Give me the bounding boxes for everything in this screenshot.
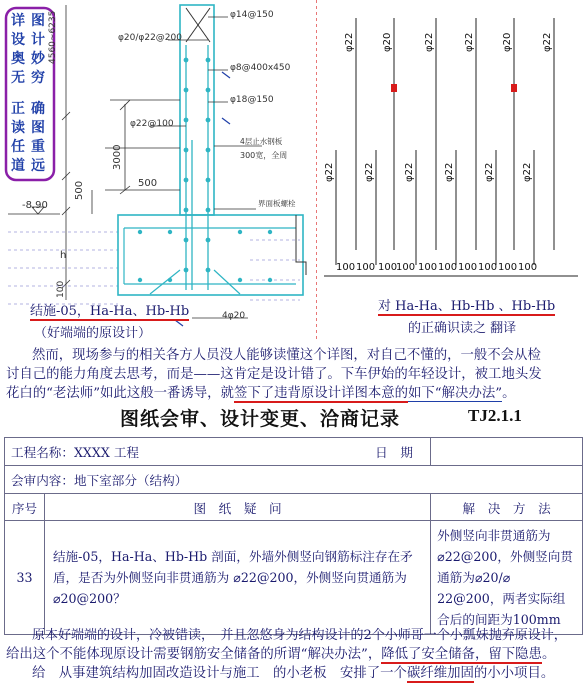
record-title: 图纸会审、设计变更、洽商记录 [120,408,401,430]
paragraph-line [6,645,581,664]
note-char: 正 [11,101,25,117]
note-char: 远 [31,158,45,174]
paragraph-text: 花白的“老法师”如此这般一番诱导，就 [6,386,234,401]
rebar-label: 界面板螺栓 [258,199,296,208]
note-char: 妙 [31,51,45,67]
spacing-dim: 100 [498,262,518,273]
bar-label: φ22 [484,162,495,182]
paragraph-line [6,384,581,403]
review-content-cell [5,466,583,494]
paragraph-line: 然而，现场参与的相关各方人员没人能够读懂这个详图，对自己不懂的，一般不会从检 [32,348,541,363]
dim-label: 4560~6235 [48,10,58,64]
row-question: 结施-05，Ha-Ha、Hb-Hb 剖面，外墙外侧竖向钢筋标注存在矛盾，是否为外侧竖向非贯通筋为 ⌀22@200，外侧竖向贯通筋为⌀20@200？ [44,521,430,635]
sidebar-note [9,12,53,180]
dim-label: 500 [138,178,158,189]
spacing-dim: 100 [336,262,356,273]
record-code: TJ2.1.1 [468,406,522,425]
rebar-label: φ20/φ22@200 [118,33,182,43]
record-table [4,437,583,635]
header-solution: 解 决 方 法 [431,494,583,521]
bar-label: φ22 [364,162,375,182]
review-content: 会审内容：地下室部分（结构） [11,473,188,488]
spacing-dim: 100 [418,262,438,273]
date-label: 日 期 [375,445,413,460]
paragraph-line: 讨自己的能力角度去思考，而是——这肯定是设计错了。下车伊始的年轻设计，被工地头发 [6,367,542,382]
note-char: 无 [11,70,25,86]
paragraph-text: 的小小项目。 [473,666,555,681]
bar-label: φ22 [444,162,455,182]
note-char: 奥 [11,51,25,67]
note-char: 确 [31,101,45,117]
table-header-row [5,494,583,521]
spacing-dim: 100 [378,262,398,273]
rebar-label: φ18@150 [230,95,274,105]
header-question: 图 纸 疑 问 [44,494,430,521]
highlighted-phrase: 降低了安全储备，留下隐患 [381,647,542,662]
note-char: 详 [11,13,25,29]
note-char: 图 [31,120,45,136]
note-char: 穷 [31,70,45,86]
note-char: 重 [31,139,45,155]
highlighted-phrase: 签下了违背原设计详图本意的 [233,386,409,401]
paragraph-line [6,664,581,683]
left-caption-subtitle: （好端端的原设计） [34,326,152,341]
header-no: 序号 [5,494,45,521]
date-cell [375,438,583,466]
rebar-label: 4层止水钢板 [240,137,283,146]
right-caption-title: 对 Ha-Ha、Hb-Hb 、Hb-Hb [378,295,555,316]
note-char: 设 [11,32,25,48]
dim-label: h [60,250,67,261]
rebar-label: 300宽，全周 [240,151,288,160]
highlighted-phrase: 碳纤维加固 [406,666,474,681]
bar-label: φ20 [382,32,393,52]
spacing-dim: 100 [518,262,538,273]
row-answer: 外侧竖向非贯通筋为⌀22@200，外侧竖向贯通筋为⌀20/⌀ 22@200，两者实际组合后的间距为100mm [431,521,583,635]
table-row [5,438,583,466]
paragraph-commentary-1 [6,346,581,403]
spacing-dim: 100 [458,262,478,273]
rebar-label: φ22@100 [130,119,174,129]
note-char: 读 [11,120,25,136]
table-row [5,466,583,494]
note-char: 图 [31,13,45,29]
bar-label: φ22 [404,162,415,182]
note-char: 任 [11,139,25,155]
spacing-dim: 100 [396,262,416,273]
left-caption-title: 结施-05，Ha-Ha、Hb-Hb [30,300,189,321]
note-char: 道 [11,158,25,174]
bar-label: φ22 [344,32,355,52]
paragraph-commentary-2 [6,626,581,683]
rebar-label: 4φ20 [222,311,246,321]
project-name-cell [5,438,431,466]
dim-label: 500 [74,180,85,200]
paragraph-text: 。 [502,386,516,401]
record-title-bar [0,404,587,434]
table-row [5,521,583,635]
bar-label: φ22 [324,162,335,182]
rebar-label: φ14@150 [230,10,274,20]
spacing-dim: 100 [438,262,458,273]
left-detail-drawing [0,0,312,340]
row-number: 33 [5,521,45,635]
paragraph-text: 给出这个不能体现原设计需要钢筋安全储备的所谓“解决办法”， [6,647,382,662]
dim-label: 100 [56,280,66,298]
bar-label: φ22 [464,32,475,52]
rebar-label: φ8@400x450 [230,63,291,73]
highlighted-phrase: 如下“解决办法” [408,386,503,401]
paragraph-line: 原本好端端的设计，冷被错读， 并且忽悠身为结构设计的2个小师哥一个小瓢妹抛弃原设计， [32,628,567,643]
paragraph-text: 给 从事建筑结构加固改造设计与施工 的小老板 安排了一个 [32,666,407,681]
elevation-label: -8.90 [22,200,48,211]
bar-label: φ22 [424,32,435,52]
project-name: 工程名称：XXXX 工程 [11,445,140,460]
bar-label: φ22 [522,162,533,182]
bar-label: φ22 [542,32,553,52]
spacing-dim: 100 [356,262,376,273]
dim-label: 3000 [112,144,123,170]
right-rebar-diagram [316,0,587,340]
note-char: 计 [31,32,45,48]
paragraph-text: 。 [541,647,556,662]
right-caption-subtitle: 的正确识读之 翻译 [408,321,517,336]
bar-label: φ20 [502,32,513,52]
spacing-dim: 100 [478,262,498,273]
